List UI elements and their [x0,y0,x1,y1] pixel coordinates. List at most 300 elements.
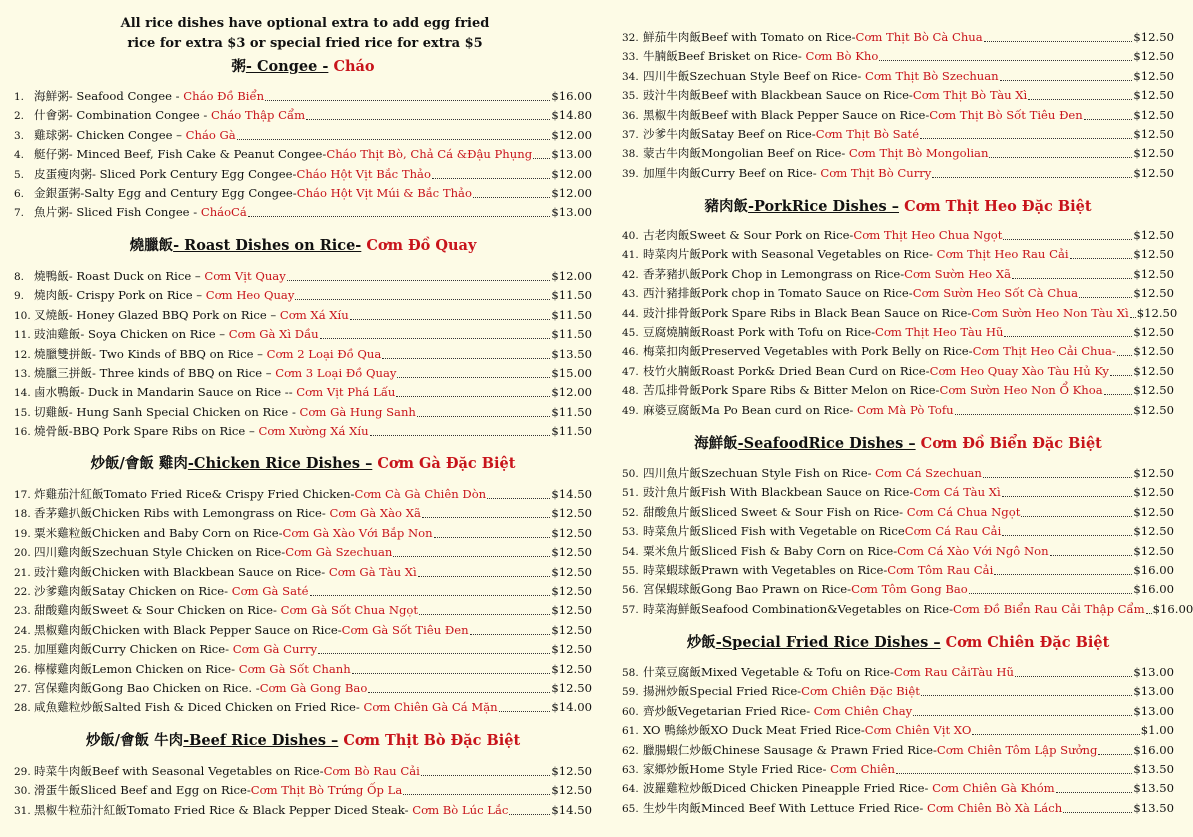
menu-item [622,284,1174,303]
item-vietnamese-name: Cơm Gà Xào Xã [329,506,421,521]
item-chinese-name: 梅菜扣肉飯 [643,344,701,359]
item-english-name: Satay Chicken on Rice- [91,584,232,598]
item-number: 41. [622,249,639,262]
dot-leader [1098,735,1132,755]
section-title [622,432,1174,453]
dot-leader [1146,594,1152,614]
menu-item [14,422,592,441]
item-vietnamese-name: Cơm Cá Rau Cải [904,524,1002,539]
item-number: 18. [14,508,31,521]
item-vietnamese-name: Cơm Cá Szechuan [871,466,982,480]
item-price: $12.00 [551,166,592,181]
item-price: $12.50 [1133,504,1174,519]
item-english-name: Beef with Seasonal Vegetables on Rice- [91,764,324,778]
item-vietnamese-name: Cơm Gà Sốt Chua Ngọt [280,603,419,618]
item-english-name: - Sliced Fish Congee - [68,205,201,220]
item-vietnamese-name: Cơm Xường Xá Xíu [258,424,369,439]
item-chinese-name: 加厘牛肉飯 [643,165,701,180]
section-title-english: -SeafoodRice Dishes – [737,435,916,452]
item-description [69,422,369,441]
item-price: $13.00 [1133,703,1174,718]
item-vietnamese-name: Cơm 2 Loại Đồ Qua [266,346,382,361]
item-number: 53. [622,526,639,539]
item-price: $12.50 [551,506,592,521]
item-vietnamese-name: Cơm Gà Sốt Chanh [235,661,351,676]
item-number: 46. [622,346,639,359]
item-vietnamese-name: Cơm Gà Gong Bao [259,681,368,695]
item-price: $12.50 [551,584,592,598]
item-vietnamese-name: Cháo Thập Cẩm [211,108,306,123]
item-vietnamese-name: Cơm Cà Gà Chiên Dòn [354,487,487,501]
item-description [69,126,236,145]
item-price: $11.50 [551,288,592,303]
item-vietnamese-name: Cơm Bò Lúc Lắc [412,802,509,817]
item-price: $13.00 [1133,684,1174,699]
item-chinese-name: 臘腸蝦仁炒飯 [643,742,713,757]
section-title-english: - Congee - [245,58,329,75]
dot-leader [419,595,550,615]
item-chinese-name: 雞球粥 [34,127,69,142]
dot-leader [350,300,551,320]
dot-leader [1104,375,1133,395]
item-number: 42. [622,268,639,281]
item-number: 3. [14,129,25,142]
item-english-name: - Chicken Congee – [68,127,186,142]
item-chinese-name: 甜酸雞肉飯 [34,603,92,618]
item-english-name: Home Style Fried Rice- [689,762,827,776]
item-vietnamese-name: Cơm Đồ Biển Rau Cải Thập Cẩm [953,601,1145,616]
dot-leader [913,696,1132,716]
item-description [689,67,998,86]
section-title-vietnamese: Cơm Gà Đặc Biệt [377,455,516,472]
dot-leader [969,574,1133,594]
item-vietnamese-name: Cơm Bò Rau Cải [323,764,420,778]
item-english-name: Beef with Black Pepper Sauce on Rice- [700,107,930,122]
item-description [713,779,1055,798]
dot-leader [972,715,1139,735]
item-english-name: Chicken with Blackbean Sauce on Rice- [91,564,329,579]
item-english-name: Gong Bao Prawn on Rice- [700,582,852,597]
item-chinese-name: 黑椒牛粒茄汁紅飯 [34,802,127,817]
item-number: 1. [14,91,25,103]
item-vietnamese-name: Cơm Sườn Heo Sốt Cà Chua [912,286,1078,301]
item-english-name: Fish With Blackbean Sauce on Rice- [700,485,914,500]
dot-leader [473,178,550,198]
dot-leader [295,280,550,300]
item-english-name: Roast Pork& Dried Bean Curd on Rice- [700,363,930,378]
item-vietnamese-name: Cơm Thịt Bò Trứng Ốp La [250,783,403,798]
item-number: 48. [622,385,639,398]
item-english-name: Ma Po Bean curd on Rice- [700,402,858,417]
item-chinese-name: 艇仔粥 [34,147,69,162]
item-description [92,601,418,620]
item-description [127,801,509,820]
item-number: 34. [622,70,639,83]
section-title-english: - Roast Dishes on Rice- [173,237,362,254]
item-vietnamese-name: Cơm Thịt Bò Szechuan [864,68,999,83]
item-number: 8. [14,271,25,283]
item-vietnamese-name: Cháo Gà [185,127,236,142]
dot-leader [320,319,551,339]
item-chinese-name: 生炒牛肉飯 [643,800,701,815]
item-description [92,679,367,698]
notice-line-2: rice for extra $3 or special fried rice for extra $5 [127,36,483,51]
item-price: $12.50 [1133,286,1174,301]
item-description [69,267,286,286]
item-vietnamese-name: Cơm Cá Chua Ngọt [903,504,1021,519]
item-chinese-name: 叉燒飯 [34,307,69,322]
item-number: 39. [622,167,639,180]
item-chinese-name: 沙爹雞肉飯 [34,584,92,598]
item-chinese-name: 蒙古牛肉飯 [643,146,701,161]
dot-leader [470,615,551,635]
item-chinese-name: 燒骨飯 [34,424,69,439]
item-chinese-name: 揚洲炒飯 [643,684,690,699]
item-vietnamese-name: Cơm Gà Tàu Xì [328,564,417,579]
item-vietnamese-name: Cơm Cá Xào Với Ngô Non [897,543,1049,558]
item-chinese-name: 粟米雞粒飯 [34,525,92,540]
item-chinese-name: 豆腐燒腩飯 [643,325,701,339]
item-number: 24. [14,624,31,637]
item-chinese-name: 滑蛋牛飯 [34,783,81,798]
dot-leader [983,458,1133,478]
item-vietnamese-name: Cháo Hột Vịt Múi & Bắc Thảo [296,186,472,200]
item-chinese-name: 牛腩飯 [643,49,678,64]
dot-leader [1079,278,1132,298]
item-vietnamese-name: Cơm Cá Tàu Xì [913,485,1001,500]
dot-leader [1110,356,1133,376]
item-price: $12.50 [1133,88,1174,103]
item-description [701,561,993,580]
menu-item [622,721,1174,740]
item-vietnamese-name: Cơm Xá Xíu [279,307,349,322]
item-chinese-name: 枝竹火腩飯 [643,363,701,378]
item-price: $12.50 [551,564,592,579]
item-chinese-name: 燒臘雙拼飯 [34,346,92,361]
dot-leader [921,676,1133,696]
item-vietnamese-name: Cơm Thịt Heo Chua Ngọt [853,228,1003,242]
item-vietnamese-name: Cơm Thịt Heo Cải Chua- [972,344,1116,359]
item-number: 33. [622,51,639,64]
item-vietnamese-name: Cơm Heo Quay Xào Tàu Hủ Ky [929,363,1109,378]
item-description [701,503,1020,522]
item-description [711,721,972,740]
item-vietnamese-name: Cơm Tôm Gong Bao [851,582,968,597]
item-chinese-name: 什會粥 [34,108,69,123]
item-english-name: - Duck in Mandarin Sauce on Rice -- [80,385,297,400]
item-english-name: Chinese Sausage & Prawn Fried Rice- [712,742,937,757]
item-vietnamese-name: Cơm Chiên Bò Xà Lách [926,800,1063,815]
item-chinese-name: 西汁豬排飯 [643,286,701,301]
item-chinese-name: 豉汁魚片飯 [643,485,701,500]
item-description [701,464,982,483]
item-description [69,403,416,422]
item-vietnamese-name: Cơm Chiên Tôm Lập Sưởng [936,742,1098,757]
item-number: 28. [14,702,31,715]
item-number: 38. [622,148,639,161]
item-vietnamese-name: Cơm Thịt Bò Saté [815,127,920,141]
item-chinese-name: 沙爹牛肉飯 [643,127,701,141]
item-number: 50. [622,468,639,480]
item-english-name: -BBQ Pork Spare Ribs on Rice – [68,424,259,439]
dot-leader [533,139,550,159]
item-vietnamese-name: Cơm Gà Xào Với Bắp Non [282,525,433,540]
item-description [701,483,1001,502]
item-chinese-name: 波羅雞粒炒飯 [643,781,713,796]
item-price: $12.50 [1133,127,1174,141]
dot-leader [434,518,551,538]
item-price: $12.50 [1136,305,1178,320]
dot-leader [487,479,550,499]
section-title-chinese: 豬肉飯 [704,198,748,215]
item-chinese-name: 甜酸魚片飯 [643,504,701,519]
item-chinese-name: 時菜牛肉飯 [34,764,92,778]
item-vietnamese-name: Cơm Tôm Rau Cải [887,563,994,577]
item-price: $13.50 [1133,781,1174,796]
item-description [701,580,968,599]
dot-leader [1003,220,1132,240]
dot-leader [306,100,550,120]
item-price: $12.50 [1133,344,1174,359]
item-price: $12.50 [1133,49,1174,64]
item-price: $12.50 [1133,247,1174,262]
dot-leader [382,339,550,359]
dot-leader [318,634,550,654]
item-description [701,265,1011,284]
item-price: $13.50 [551,346,592,361]
item-price: $12.00 [551,269,592,283]
dot-leader [1000,61,1133,81]
section-title [14,55,592,76]
section-title-vietnamese: Cơm Đồ Biển Đặc Biệt [920,435,1102,452]
item-chinese-name: 黑椒牛肉飯 [643,107,701,122]
item-vietnamese-name: Cơm Rau CảiTàu Hũ [893,665,1014,679]
item-english-name: - Honey Glazed BBQ Pork on Rice – [68,307,280,322]
item-english-name: Pork Chop in Lemongrass on Rice- [700,266,905,281]
section-title-chinese: 炒飯/會飯 牛肉 [85,732,184,749]
item-chinese-name: 咸魚雞粒炒飯 [34,700,104,715]
item-vietnamese-name: Cơm Heo Quay [205,288,295,303]
item-price: $12.50 [1133,266,1174,281]
item-number: 2. [14,110,25,123]
item-description [104,698,498,717]
item-price: $1.00 [1140,723,1174,738]
item-chinese-name: 魚片粥 [34,205,69,220]
item-price: $12.00 [551,186,592,200]
item-vietnamese-name: Cơm Chiên Vịt XO [864,723,972,738]
item-english-name: Preserved Vegetables with Pork Belly on Rice- [700,344,973,359]
item-price: $13.50 [1133,762,1174,776]
item-vietnamese-name: Cơm Thịt Bò Sốt Tiêu Đen [929,107,1083,122]
item-english-name: Szechuan Style Beef on Rice- [689,68,865,83]
item-chinese-name: 豉汁雞肉飯 [34,564,92,579]
dot-leader [310,576,551,596]
item-number: 55. [622,565,639,577]
dot-leader [1063,793,1132,813]
item-price: $16.00 [551,89,592,103]
item-chinese-name: 苦瓜排骨飯 [643,383,701,398]
item-number: 43. [622,288,639,301]
item-chinese-name: 四川雞肉飯 [34,545,92,560]
item-english-name: - Combination Congee - [68,108,212,123]
item-vietnamese-name: Cơm Thịt Bò Cà Chua [855,30,983,44]
item-vietnamese-name: Cơm Bò Kho [805,49,879,64]
item-price: $12.50 [1133,68,1174,83]
item-english-name: Pork Spare Ribs & Bitter Melon on Rice- [700,383,940,398]
item-english-name: Beef with Tomato on Rice- [700,30,856,44]
section-title-english: -Chicken Rice Dishes – [187,455,373,472]
item-chinese-name: 宮保雞肉飯 [34,681,92,695]
menu-item [622,580,1174,599]
item-vietnamese-name: Cơm Gà Saté [231,584,309,598]
item-number: 9. [14,290,25,303]
dot-leader [1021,497,1132,517]
item-chinese-name: 豉油雞飯 [34,327,81,342]
item-number: 4. [14,149,25,162]
item-chinese-name: 切雞飯 [34,404,69,419]
item-number: 59. [622,686,639,699]
dot-leader [1050,536,1133,556]
menu-notice [0,14,610,54]
item-number: 44. [622,307,639,320]
item-vietnamese-name: Cơm Thịt Bò Mongolian [845,146,989,161]
item-price: $15.00 [551,366,592,380]
item-chinese-name: 香茅豬扒飯 [643,266,701,281]
item-english-name: - Soya Chicken on Rice – [80,327,229,342]
item-english-name: Chicken Ribs with Lemongrass on Rice- [91,506,330,521]
item-english-name: Curry Chicken on Rice- [91,642,230,657]
item-english-name: Pork with Seasonal Vegetables on Rice- [700,247,933,262]
item-english-name: Pork Spare Ribs in Black Bean Sauce on Rice- [700,305,972,320]
item-chinese-name: 金銀蛋粥 [34,186,81,200]
item-price: $12.50 [551,642,592,657]
menu-item [622,401,1174,420]
item-price: $12.50 [1133,466,1174,480]
item-vietnamese-name: Cơm Gà Szechuan [285,545,393,560]
dot-leader [393,537,550,557]
dot-leader [1130,298,1136,318]
item-english-name: Mixed Vegetable & Tofu on Rice- [700,665,894,679]
dot-leader [896,754,1132,774]
item-english-name: Beef with Blackbean Sauce on Rice- [700,88,913,103]
item-vietnamese-name: CháoCá [200,205,247,220]
item-price: $16.00 [1133,582,1174,597]
section-title-vietnamese: Cơm Đồ Quay [366,237,477,254]
item-english-name: Seafood Combination&Vegetables on Rice- [700,601,954,616]
item-number: 36. [622,109,639,122]
item-description [701,522,1001,541]
item-price: $12.50 [1133,228,1174,242]
dot-leader [509,795,550,815]
item-number: 35. [622,90,639,103]
item-vietnamese-name: Cơm Vịt Phá Lấu [296,385,396,400]
item-description [92,582,309,601]
item-number: 10. [14,309,31,322]
item-number: 17. [14,489,31,501]
item-chinese-name: 什菜豆腐飯 [643,665,701,679]
item-english-name: Pork chop in Tomato Sauce on Rice- [700,286,913,301]
item-english-name: Chicken with Black Pepper Sauce on Rice- [91,622,342,637]
item-price: $12.50 [551,764,592,778]
item-description [69,87,264,106]
item-price: $16.00 [1133,563,1174,577]
section-title-vietnamese: Cơm Chiên Đặc Biệt [945,634,1110,651]
item-english-name: Chicken and Baby Corn on Rice- [91,525,283,540]
item-description [701,284,1078,303]
item-number: 57. [622,603,639,616]
item-number: 13. [14,368,31,380]
item-number: 23. [14,605,31,618]
item-vietnamese-name: Cơm Chiên Gà Cá Mặn [363,700,498,715]
dot-leader [432,159,550,179]
item-number: 22. [14,586,31,598]
item-description [92,543,392,562]
item-description [92,504,421,523]
item-number: 26. [14,663,31,676]
dot-leader [1056,773,1133,793]
dot-leader [989,138,1132,158]
menu-item [622,323,1174,342]
item-number: 62. [622,744,639,757]
item-chinese-name: 時菜魚片飯 [643,524,701,539]
item-price: $12.50 [1133,383,1174,398]
dot-leader [421,756,551,776]
item-chinese-name: 時菜肉片飯 [643,247,701,262]
section-title-chinese: 燒臘飯 [129,237,174,254]
dot-leader [397,358,550,378]
item-price: $13.50 [1133,800,1174,815]
item-chinese-name: 古老肉飯 [643,228,690,242]
item-price: $16.00 [1133,742,1174,757]
item-chinese-name: 家鄉炒飯 [643,762,690,776]
item-english-name: Diced Chicken Pineapple Fried Rice- [712,781,933,796]
section-title [14,729,592,750]
section-title-english: -Special Fried Rice Dishes – [715,634,941,651]
section-title-chinese: 炒飯 [686,634,716,651]
item-chinese-name: 宮保蝦球飯 [643,582,701,597]
item-vietnamese-name: Cháo Thịt Bò, Chả Cá &Đậu Phụng [326,147,533,162]
menu-item [14,203,592,222]
item-chinese-name: 齊炒飯 [643,703,678,718]
dot-leader [1117,336,1133,356]
item-number: 37. [622,129,639,141]
item-english-name: - Crispy Pork on Rice – [68,288,206,303]
menu-item [622,600,1193,619]
dot-leader [1002,516,1132,536]
item-description [92,524,433,543]
item-price: $12.50 [1133,524,1174,539]
section-title-vietnamese: Cháo [333,58,375,75]
item-number: 47. [622,365,639,378]
item-english-name: Sliced Fish & Baby Corn on Rice- [700,543,898,558]
menu-item [622,342,1174,361]
item-price: $12.50 [1133,325,1174,339]
item-english-name: Satay Beef on Rice- [700,127,816,141]
item-price: $11.50 [551,424,592,439]
section-title [622,631,1174,652]
notice-line-1: All rice dishes have optional extra to add egg fried [120,16,490,31]
item-description [92,660,351,679]
item-description [689,760,895,779]
dot-leader [265,81,550,101]
item-price: $12.50 [551,783,592,798]
item-english-name: Roast Pork with Tofu on Rice- [700,325,876,339]
item-price: $13.00 [551,205,592,220]
item-number: 40. [622,230,639,242]
item-english-name: - Minced Beef, Fish Cake & Peanut Congee- [68,147,327,162]
dot-leader [1012,259,1132,279]
item-vietnamese-name: Cháo Hột Vịt Bắc Thảo [296,166,431,181]
